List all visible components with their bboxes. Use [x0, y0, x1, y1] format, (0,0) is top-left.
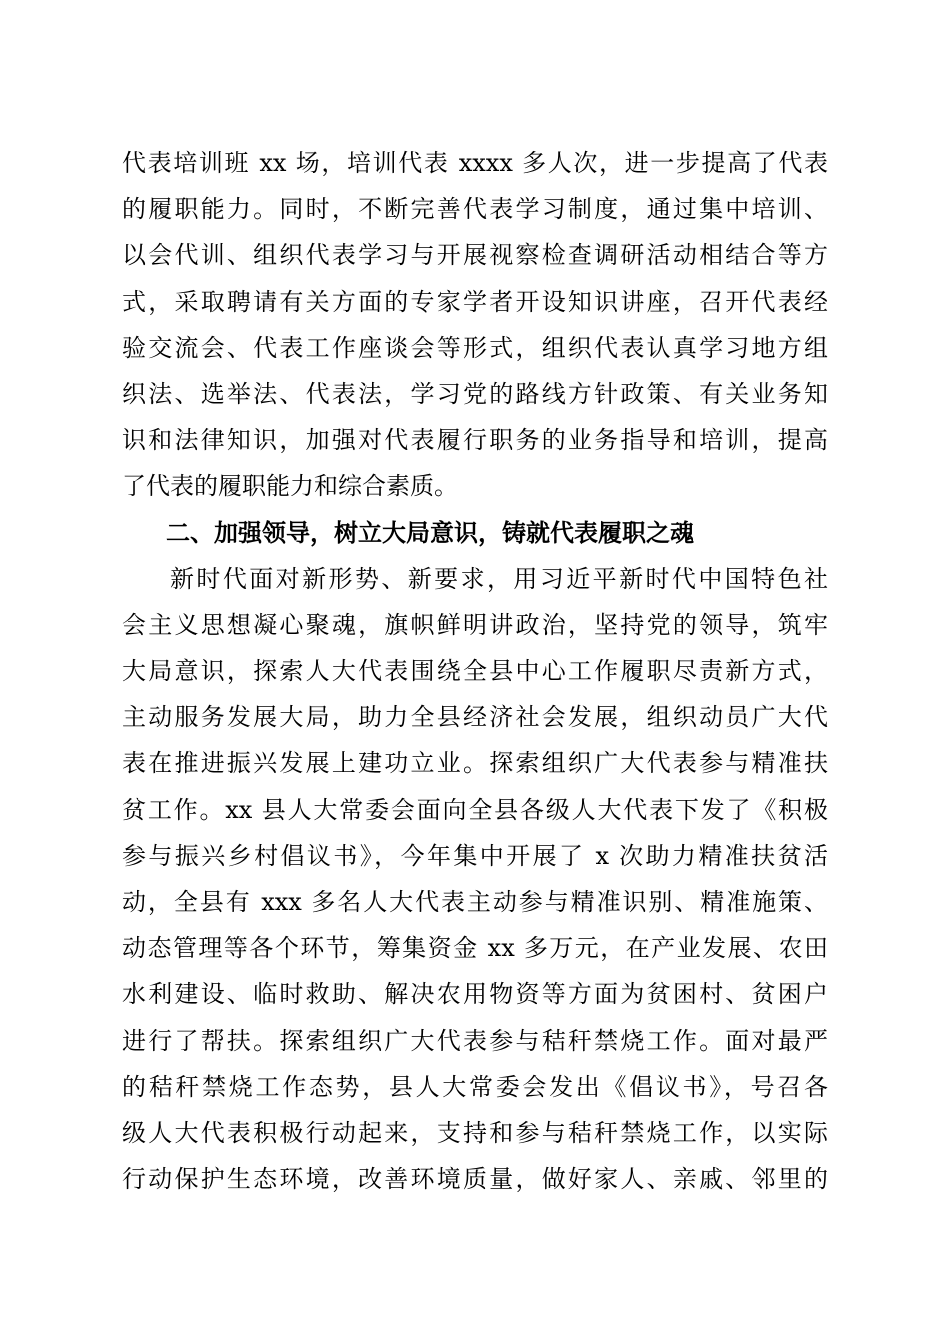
section-heading: 二、加强领导，树立大局意识，铸就代表履职之魂	[166, 518, 694, 547]
paragraph-2-line: 会主义思想凝心聚魂，旗帜鲜明讲政治，坚持党的领导，筑牢	[122, 610, 828, 639]
paragraph-2-line: 大局意识，探索人大代表围绕全县中心工作履职尽责新方式，	[122, 657, 828, 686]
paragraph-2-line: 动态管理等各个环节，筹集资金 xx 多万元，在产业发展、农田	[122, 934, 828, 963]
paragraph-2-line: 动，全县有 xxx 多名人大代表主动参与精准识别、精准施策、	[122, 888, 828, 916]
paragraph-1-line: 代表培训班 xx 场，培训代表 xxxx 多人次，进一步提高了代表	[122, 149, 828, 177]
paragraph-2-line: 水利建设、临时救助、解决农用物资等方面为贫困村、贫困户	[122, 980, 828, 1009]
paragraph-2-line: 贫工作。xx 县人大常委会面向全县各级人大代表下发了《积极	[122, 795, 828, 824]
paragraph-1-line: 式，采取聘请有关方面的专家学者开设知识讲座，召开代表经	[122, 287, 828, 316]
paragraph-1-line: 验交流会、代表工作座谈会等形式，组织代表认真学习地方组	[122, 333, 828, 362]
paragraph-2-line: 的秸秆禁烧工作态势，县人大常委会发出《倡议书》，号召各	[122, 1072, 828, 1101]
paragraph-2-line: 表在推进振兴发展上建功立业。探索组织广大代表参与精准扶	[122, 749, 828, 778]
paragraph-2-line: 新时代面对新形势、新要求，用习近平新时代中国特色社	[170, 564, 828, 593]
paragraph-2-line: 行动保护生态环境，改善环境质量，做好家人、亲戚、邻里的	[122, 1165, 828, 1194]
paragraph-2-line: 级人大代表积极行动起来，支持和参与秸秆禁烧工作，以实际	[122, 1118, 828, 1147]
document-body	[122, 140, 828, 1202]
paragraph-1-line: 识和法律知识，加强对代表履行职务的业务指导和培训，提高	[122, 426, 828, 455]
paragraph-2-line: 参与振兴乡村倡议书》，今年集中开展了 x 次助力精准扶贫活	[122, 841, 828, 870]
paragraph-1-line: 的履职能力。同时，不断完善代表学习制度，通过集中培训、	[122, 195, 828, 224]
paragraph-2-line: 主动服务发展大局，助力全县经济社会发展，组织动员广大代	[122, 703, 828, 732]
paragraph-1-line: 了代表的履职能力和综合素质。	[122, 472, 458, 501]
paragraph-1-line: 以会代训、组织代表学习与开展视察检查调研活动相结合等方	[122, 241, 828, 270]
paragraph-1-line: 织法、选举法、代表法，学习党的路线方针政策、有关业务知	[122, 379, 828, 408]
paragraph-2-line: 进行了帮扶。探索组织广大代表参与秸秆禁烧工作。面对最严	[122, 1026, 828, 1055]
